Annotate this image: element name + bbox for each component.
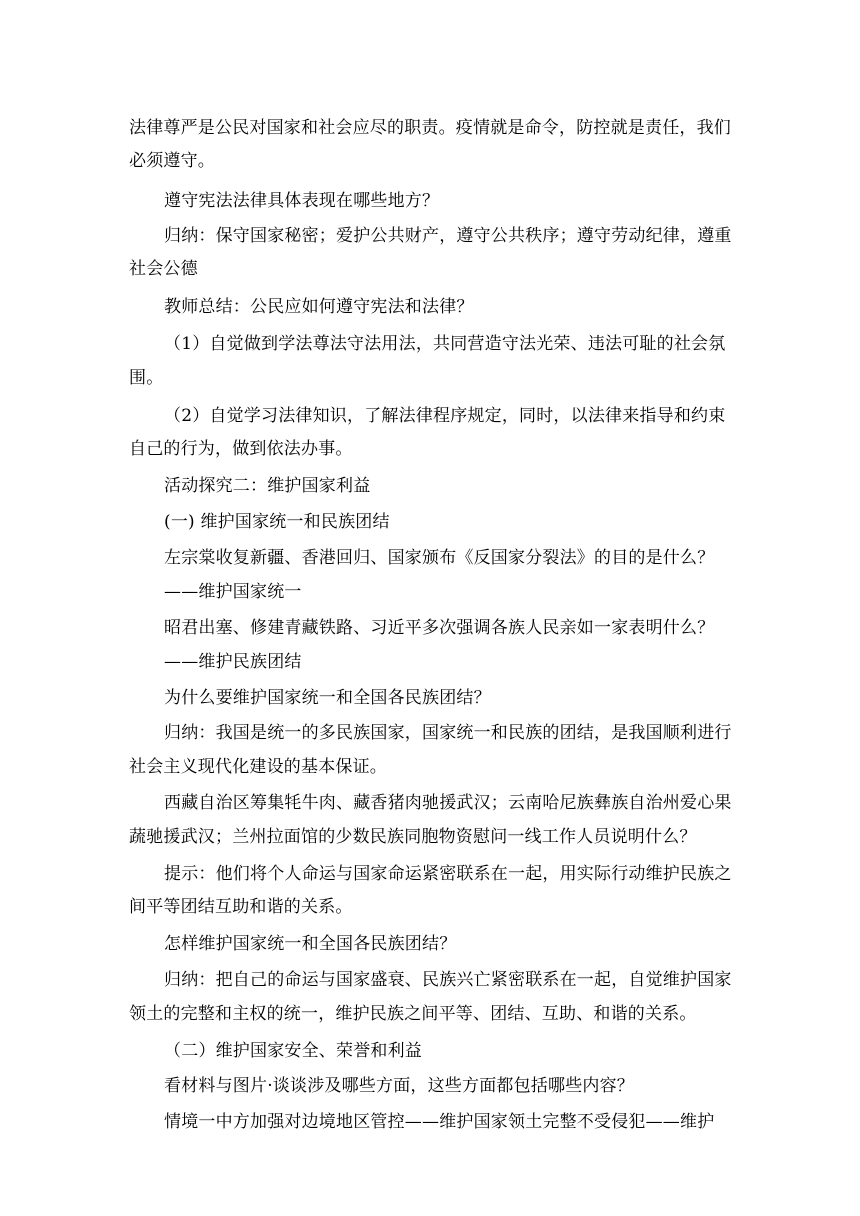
text-line: 归纳：我国是统一的多民族国家，国家统一和民族的团结，是我国顺利进行	[164, 723, 732, 743]
text-line: 自己的行为，做到依法办事。	[129, 439, 353, 459]
text-line: 法律尊严是公民对国家和社会应尽的职责。疫情就是命令，防控就是责任，我们	[129, 118, 731, 138]
text-line: 社会主义现代化建设的基本保证。	[129, 757, 387, 777]
text-line: 教师总结：公民应如何遵守宪法和法律？	[164, 297, 474, 317]
text-line: ——维护民族团结	[164, 652, 302, 672]
text-line: 情境一中方加强对边境地区管控——维护国家领土完整不受侵犯——维护	[164, 1112, 715, 1132]
text-line: 间平等团结互助和谐的关系。	[129, 897, 353, 917]
text-line: （二）维护国家安全、荣誉和利益	[164, 1041, 422, 1061]
text-line: 领土的完整和主权的统一，维护民族之间平等、团结、互助、和谐的关系。	[129, 1004, 697, 1024]
text-line: 昭君出塞、修建青藏铁路、习近平多次强调各族人民亲如一家表明什么？	[164, 618, 715, 638]
text-line: (一) 维护国家统一和民族团结	[164, 512, 390, 532]
text-line: 社会公德	[129, 259, 198, 279]
text-line: （1）自觉做到学法尊法守法用法，共同营造守法光荣、违法可耻的社会氛	[164, 334, 726, 354]
text-line: 怎样维护国家统一和全国各民族团结？	[164, 934, 457, 954]
text-line: 蔬驰援武汉；兰州拉面馆的少数民族同胞物资慰问一线工作人员说明什么？	[129, 827, 697, 847]
text-line: 遵守宪法法律具体表现在哪些地方？	[164, 191, 440, 211]
text-line: （2）自觉学习法律知识，了解法律程序规定，同时，以法律来指导和约束	[164, 406, 726, 426]
text-line: 围。	[129, 368, 164, 388]
text-line: 为什么要维护国家统一和全国各民族团结？	[164, 688, 491, 708]
text-line: 看材料与图片·谈谈涉及哪些方面，这些方面都包括哪些内容？	[164, 1076, 635, 1096]
text-line: 西藏自治区筹集牦牛肉、藏香猪肉驰援武汉；云南哈尼族彝族自治州爱心果	[164, 793, 732, 813]
text-line: 归纳：保守国家秘密；爱护公共财产，遵守公共秩序；遵守劳动纪律，遵重	[164, 226, 732, 246]
text-line: 左宗棠收复新疆、香港回归、国家颁布《反国家分裂法》的目的是什么？	[164, 548, 715, 568]
text-line: 必须遵守。	[129, 151, 215, 171]
text-line: 活动探究二：维护国家利益	[164, 476, 371, 496]
text-line: 提示：他们将个人命运与国家命运紧密联系在一起，用实际行动维护民族之	[164, 864, 732, 884]
text-line: ——维护国家统一	[164, 582, 302, 602]
text-line: 归纳：把自己的命运与国家盛衰、民族兴亡紧密联系在一起，自觉维护国家	[164, 970, 732, 990]
